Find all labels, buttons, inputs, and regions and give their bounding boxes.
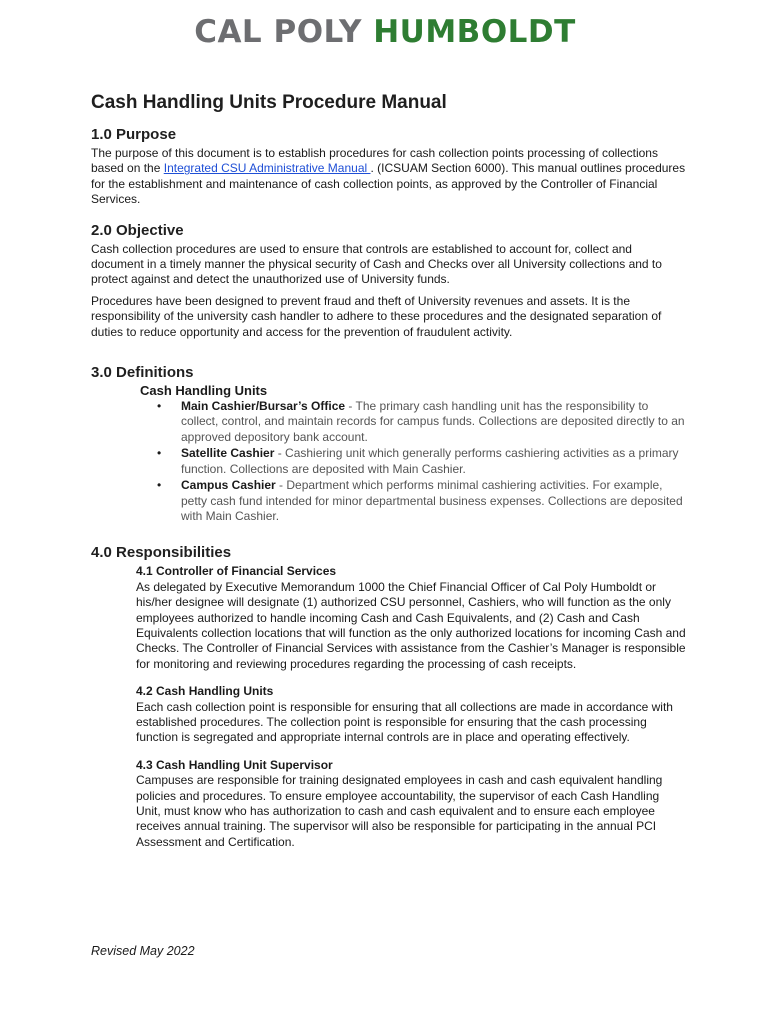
responsibility-block	[136, 684, 686, 746]
objective-paragraph-2: Procedures have been designed to prevent fraud and theft of University revenues and assets. It is the responsibility of the university cash handler to adhere to these procedures and the designated separation of duties to reduce opportunity and access for the prevention of fraudulent activity.	[91, 293, 662, 339]
bullet-icon: •	[157, 399, 162, 414]
document-title: Cash Handling Units Procedure Manual	[91, 92, 447, 113]
definitions-group	[140, 383, 686, 524]
responsibilities-heading: 4.0 Responsibilities	[91, 544, 232, 562]
responsibility-title: 4.3 Cash Handling Unit Supervisor	[136, 757, 333, 772]
list-item	[140, 446, 686, 477]
responsibility-text: As delegated by Executive Memorandum 1000 the Chief Financial Officer of Cal Poly Humboldt or his/her designee will designate (1) authorized CSU personnel, Cashiers, who will function as the only employees authorized to handle incoming Cash and Cash Equivalents, and (2) Cash and Cash Equivalents collection locations that will function as the only authorized locations for incoming Cash and Checks. The Controller of Financial Services with assistance from the Cashier’s Manager is responsible for monitoring and reviewing procedures regarding the processing of cash receipts.	[136, 579, 686, 671]
bullet-icon: •	[157, 478, 162, 493]
responsibility-text: Campuses are responsible for training designated employees in cash and cash equivalent handling policies and procedures. To ensure employee accountability, the supervisor of each Cash Handling Unit, must know who has authorization to cash and cash equivalent and to ensure each employee receives annual training. The supervisor will also be responsible for participating in the annual PCI Assessment and Certification.	[136, 773, 663, 849]
revision-footer: Revised May 2022	[91, 944, 195, 958]
objective-paragraph-1: Cash collection procedures are used to ensure that controls are established to account for, collect and document in a timely manner the physical security of Cash and Checks over all University collections and to protect against and detect the unauthorized use of University funds.	[91, 241, 662, 287]
document-body	[91, 92, 686, 864]
responsibility-title: 4.1 Controller of Financial Services	[136, 564, 337, 579]
purpose-text-start: The purpose of this document is to establish procedures for cash collection points processing of collections based on the	[91, 146, 658, 176]
responsibility-text: Each cash collection point is responsible for ensuring that all collections are made in accordance with established procedures. The collection point is responsible for ensuring that the cash processing function is segregated and appropriate internal controls are in place and operating effectively.	[136, 699, 673, 745]
purpose-heading: 1.0 Purpose	[91, 126, 177, 143]
logo-cal-poly: CAL POLY	[194, 14, 362, 50]
list-item	[140, 478, 686, 524]
definitions-subheading: Cash Handling Units	[140, 383, 268, 399]
definitions-heading: 3.0 Definitions	[91, 364, 194, 382]
section-objective	[91, 222, 686, 340]
bullet-icon: •	[157, 446, 162, 461]
purpose-text	[91, 146, 686, 208]
section-purpose	[91, 126, 686, 208]
responsibility-title: 4.2 Cash Handling Units	[136, 684, 274, 699]
definition-term: Satellite Cashier	[181, 446, 275, 461]
definition-term: Campus Cashier	[181, 478, 276, 493]
responsibility-block	[136, 758, 686, 850]
list-item	[140, 399, 686, 445]
definition-term: Main Cashier/Bursar’s Office	[181, 399, 346, 414]
definition-desc: - Cashiering unit which generally performs cashiering activities as a primary function. Collections are deposited with Main Cashier.	[181, 446, 679, 476]
definition-desc: - Department which performs minimal cashiering activities. For example, petty cash fund intended for minor departmental business expenses. Collections are deposited with Main Cashier.	[181, 478, 683, 523]
icsuam-link[interactable]: Integrated CSU Administrative Manual	[163, 161, 371, 176]
university-logo	[0, 14, 770, 50]
logo-humboldt: HUMBOLDT	[373, 14, 576, 50]
section-definitions	[91, 364, 686, 524]
definitions-list	[140, 399, 686, 524]
objective-heading: 2.0 Objective	[91, 221, 184, 239]
purpose-text-end: . (ICSUAM Section 6000). This manual outlines procedures for the establishment and maintenance of cash collection points, as approved by the Controller of Financial Services.	[91, 161, 686, 207]
responsibility-block	[136, 564, 686, 672]
section-responsibilities	[91, 544, 686, 850]
responsibilities-group	[136, 564, 686, 850]
definition-desc: - The primary cash handling unit has the responsibility to collect, control, and maintain records for campus funds. Collections are deposited directly to an approved depository bank account.	[181, 399, 685, 444]
